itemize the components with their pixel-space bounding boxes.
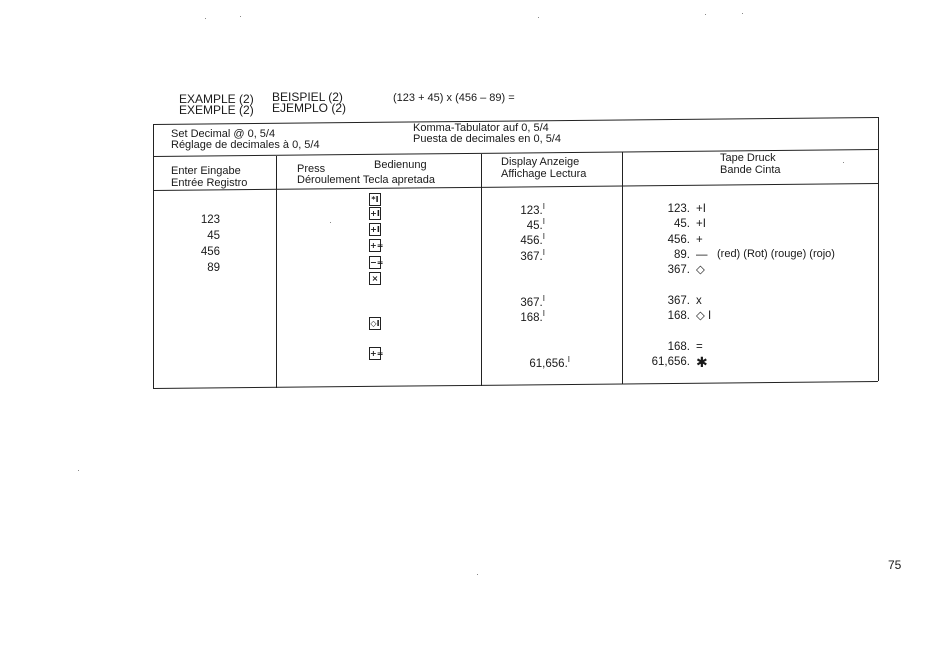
plus-equals-key-icon: += xyxy=(370,349,384,358)
display-value: 61,656.$^I$ xyxy=(529,355,570,370)
header-tape-2: Bande Cinta xyxy=(720,164,781,176)
tape-value: 89. xyxy=(674,249,690,261)
add-to-memory-key-icon: +I xyxy=(370,225,380,234)
example-title-es: EJEMPLO (2) xyxy=(272,101,347,115)
example-title-en: EXAMPLE (2) xyxy=(179,92,254,106)
minus-equals-key-icon: −= xyxy=(370,258,384,267)
tape-value: 45. xyxy=(674,218,690,230)
page-number: 75 xyxy=(888,558,902,572)
tape-symbol: +I xyxy=(696,203,706,215)
tape-symbol: + xyxy=(696,234,703,246)
tape-symbol: ◇ xyxy=(696,264,705,276)
tape-symbol: x xyxy=(696,295,702,307)
enter-value: 123 xyxy=(200,214,220,226)
enter-value: 456 xyxy=(200,246,220,258)
header-enter: Enter Eingabe xyxy=(171,165,241,177)
tape-value: 456. xyxy=(667,234,690,246)
plus-equals-key-icon: += xyxy=(370,241,384,250)
header-display: Display Anzeige xyxy=(501,156,580,168)
tape-value: 123. xyxy=(667,203,690,215)
multiply-key-icon: × xyxy=(369,272,381,285)
example-title-de: BEISPIEL (2) xyxy=(272,90,343,104)
settings-decimal-de: Komma-Tabulator auf 0, 5/4 xyxy=(413,122,549,134)
tape-symbol: = xyxy=(696,341,703,353)
display-value: 45.$^I$ xyxy=(526,217,545,232)
display-value: 367.$^I$ xyxy=(520,294,545,309)
header-press-de: Bedienung xyxy=(374,159,427,171)
tape-value: 168. xyxy=(667,341,690,353)
tape-symbol: +I xyxy=(696,218,706,230)
display-value: 367.$^I$ xyxy=(520,248,545,263)
tape-value: 367. xyxy=(667,264,690,276)
header-tape: Tape Druck xyxy=(720,152,776,164)
subtotal-memory-key-icon: ◇I xyxy=(370,319,380,328)
tape-value: 367. xyxy=(667,295,690,307)
settings-decimal-fr: Réglage de decimales à 0, 5/4 xyxy=(171,139,320,151)
total-key-icon: *I xyxy=(369,193,381,206)
settings-decimal-es: Puesta de decimales en 0, 5/4 xyxy=(413,133,561,145)
add-to-memory-key-icon: +I xyxy=(370,209,380,218)
tape-symbol: — xyxy=(696,249,708,261)
header-press-2: Déroulement Tecla apretada xyxy=(297,174,435,186)
example-formula: (123 + 45) x (456 – 89) = xyxy=(393,92,515,104)
tape-symbol: ◇ I xyxy=(696,310,712,322)
display-value: 123.$^I$ xyxy=(520,202,545,217)
header-enter-2: Entrée Registro xyxy=(171,177,248,189)
header-press: Press xyxy=(297,163,326,175)
tape-value: 61,656. xyxy=(651,356,690,368)
header-display-2: Affichage Lectura xyxy=(501,168,587,180)
tape-value: 168. xyxy=(667,310,690,322)
enter-value: 45 xyxy=(207,230,220,242)
display-value: 456.$^I$ xyxy=(520,232,545,247)
enter-value: 89 xyxy=(207,262,220,274)
color-note: (red) (Rot) (rouge) (rojo) xyxy=(717,248,835,260)
settings-decimal-en: Set Decimal @ 0, 5/4 xyxy=(171,128,276,140)
asterisk-icon: ✱ xyxy=(696,354,708,370)
example-title-fr: EXEMPLE (2) xyxy=(179,103,254,117)
display-value: 168.$^I$ xyxy=(520,309,545,324)
